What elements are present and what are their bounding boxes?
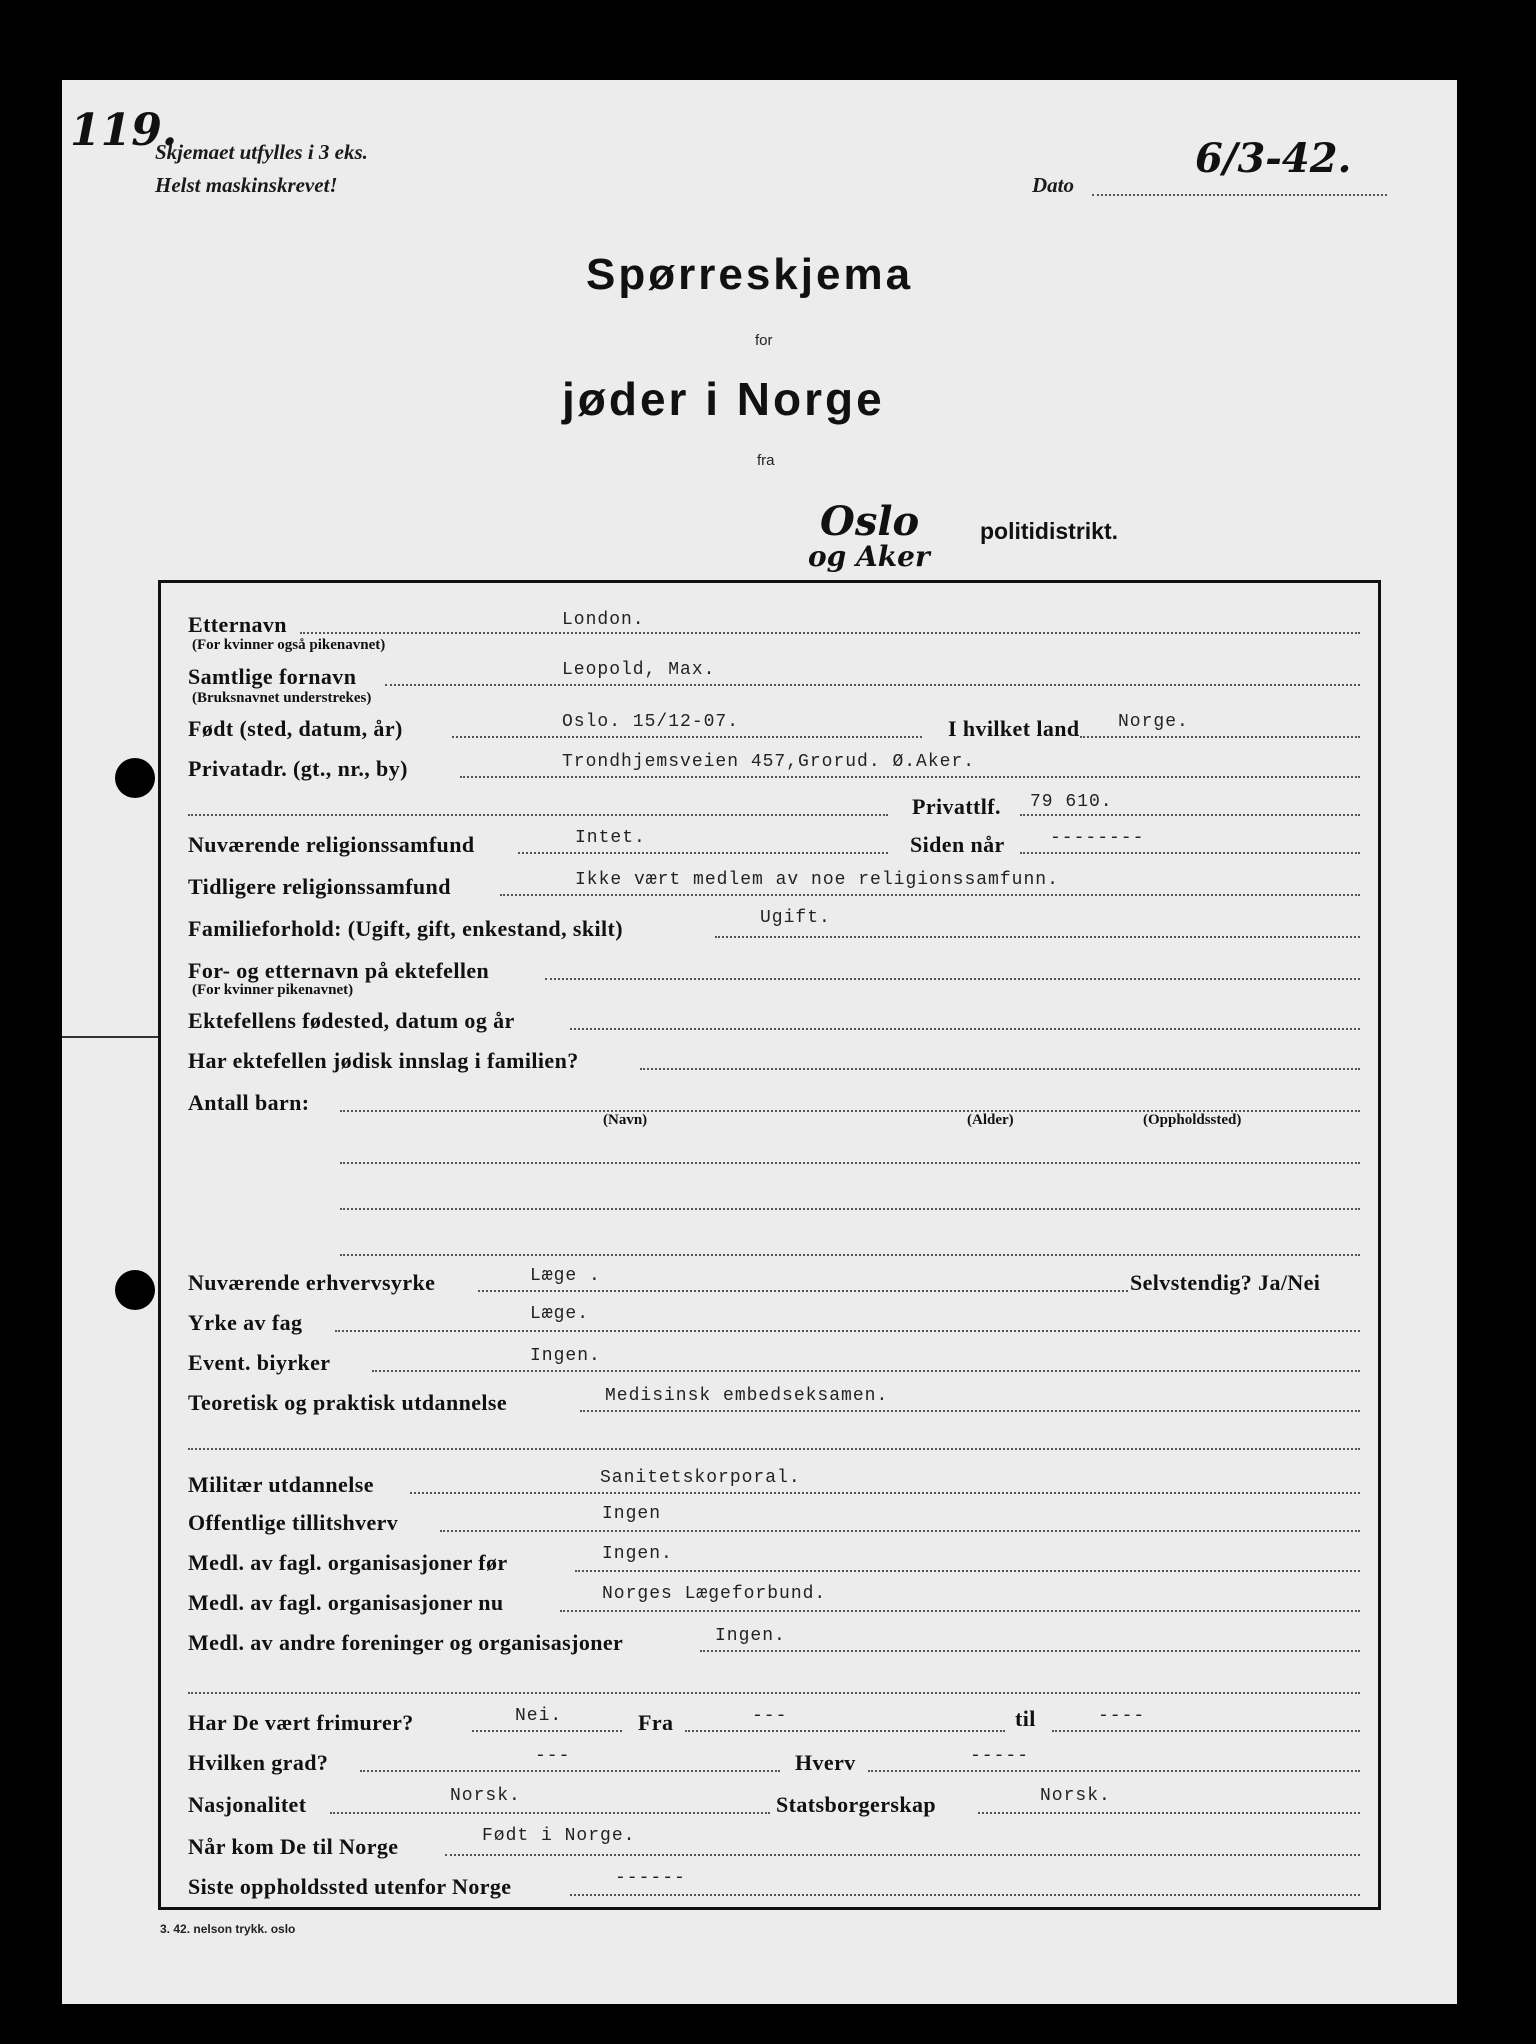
district-suffix: politidistrikt. — [980, 518, 1118, 544]
frimurer-value: Nei. — [515, 1706, 563, 1726]
hverv-value: ----- — [970, 1746, 1030, 1766]
fornavn-value: Leopold, Max. — [562, 660, 716, 680]
statsborger-label: Statsborgerskap — [776, 1792, 937, 1817]
selvstendig-label: Selvstendig? Ja/Nei — [1130, 1270, 1321, 1295]
ekt-fodested-label: Ektefellens fødested, datum og år — [188, 1008, 515, 1033]
kom-norge-label: Når kom De til Norge — [188, 1834, 399, 1859]
printer-mark: 3. 42. nelson trykk. oslo — [160, 1922, 296, 1936]
andre-for-value: Ingen. — [715, 1626, 786, 1646]
form-title: Spørreskjema — [586, 250, 914, 299]
fodt-label: Født (sted, datum, år) — [188, 716, 403, 741]
militaer-value: Sanitetskorporal. — [600, 1468, 801, 1488]
fra-label: Fra — [638, 1710, 674, 1735]
yrke-label: Yrke av fag — [188, 1310, 303, 1335]
page-number: 119. — [70, 105, 178, 156]
utdannelse-label: Teoretisk og praktisk utdannelse — [188, 1390, 508, 1415]
yrke-value: Læge. — [530, 1304, 590, 1324]
utdannelse-value: Medisinsk embedseksamen. — [605, 1386, 889, 1406]
date-line — [1092, 194, 1387, 196]
siden-value: -------- — [1050, 828, 1145, 848]
district-handwritten-2: og Aker — [808, 540, 930, 573]
hverv-label: Hverv — [795, 1750, 856, 1775]
fodt-value: Oslo. 15/12-07. — [562, 712, 740, 732]
kom-norge-value: Født i Norge. — [482, 1826, 636, 1846]
statsborger-value: Norsk. — [1040, 1786, 1111, 1806]
tillit-value: Ingen — [602, 1504, 662, 1524]
barn-col-navn: (Navn) — [603, 1112, 648, 1128]
privatadr-label: Privatadr. (gt., nr., by) — [188, 756, 408, 781]
frimurer-label: Har De vært frimurer? — [188, 1710, 414, 1735]
date-value: 6/3-42. — [1195, 135, 1352, 182]
org-nu-label: Medl. av fagl. organisasjoner nu — [188, 1590, 504, 1615]
punch-hole-bottom — [115, 1270, 155, 1310]
familie-value: Ugift. — [760, 908, 831, 928]
land-label: I hvilket land — [948, 716, 1080, 741]
siste-opphold-value: ------ — [615, 1868, 686, 1888]
org-for-label: Medl. av fagl. organisasjoner før — [188, 1550, 508, 1575]
instruction-line-2: Helst maskinskrevet! — [155, 173, 338, 197]
title-for: for — [755, 332, 773, 349]
privattlf-value: 79 610. — [1030, 792, 1113, 812]
siste-opphold-label: Siste oppholdssted utenfor Norge — [188, 1874, 512, 1899]
privatadr-value: Trondhjemsveien 457,Grorud. Ø.Aker. — [562, 752, 976, 772]
biyrker-value: Ingen. — [530, 1346, 601, 1366]
naa-relig-value: Intet. — [575, 828, 646, 848]
erhverv-value: Læge . — [530, 1266, 601, 1286]
fornavn-note: (Bruksnavnet understrekes) — [192, 690, 372, 706]
org-for-value: Ingen. — [602, 1544, 673, 1564]
ektefelle-label: For- og etternavn på ektefellen — [188, 958, 490, 983]
date-label: Dato — [1032, 173, 1074, 197]
fornavn-label: Samtlige fornavn — [188, 664, 357, 689]
grad-label: Hvilken grad? — [188, 1750, 329, 1775]
form-subject: jøder i Norge — [562, 373, 885, 425]
naa-relig-label: Nuværende religionssamfund — [188, 832, 475, 857]
familie-label: Familieforhold: (Ugift, gift, enkestand, skilt) — [188, 916, 623, 941]
tidl-relig-label: Tidligere religionssamfund — [188, 874, 451, 899]
tidl-relig-value: Ikke vært medlem av noe religionssamfunn. — [575, 870, 1059, 890]
siden-label: Siden når — [910, 832, 1005, 857]
barn-col-opphold: (Oppholdssted) — [1143, 1112, 1242, 1128]
til-value: ---- — [1098, 1706, 1146, 1726]
barn-label: Antall barn: — [188, 1090, 310, 1115]
instruction-line-1: Skjemaet utfylles i 3 eks. — [155, 140, 368, 164]
militaer-label: Militær utdannelse — [188, 1472, 374, 1497]
biyrker-label: Event. biyrker — [188, 1350, 331, 1375]
erhverv-label: Nuværende erhvervsyrke — [188, 1270, 436, 1295]
til-label: til — [1015, 1706, 1036, 1731]
ekt-jodisk-label: Har ektefellen jødisk innslag i familien? — [188, 1048, 579, 1073]
land-value: Norge. — [1118, 712, 1189, 732]
title-fra: fra — [757, 452, 775, 469]
nasjonalitet-label: Nasjonalitet — [188, 1792, 307, 1817]
grad-value: --- — [535, 1746, 571, 1766]
privattlf-label: Privattlf. — [912, 794, 1001, 819]
punch-hole-top — [115, 758, 155, 798]
andre-for-label: Medl. av andre foreninger og organisasjoner — [188, 1630, 624, 1655]
tillit-label: Offentlige tillitshverv — [188, 1510, 399, 1535]
barn-col-alder: (Alder) — [967, 1112, 1014, 1128]
fra-value: --- — [752, 1706, 788, 1726]
fold-mark — [62, 1036, 158, 1038]
etternavn-note: (For kvinner også pikenavnet) — [192, 637, 386, 653]
ektefelle-note: (For kvinner pikenavnet) — [192, 982, 354, 998]
org-nu-value: Norges Lægeforbund. — [602, 1584, 827, 1604]
nasjonalitet-value: Norsk. — [450, 1786, 521, 1806]
district-handwritten-1: Oslo — [820, 498, 920, 545]
etternavn-label: Etternavn — [188, 612, 287, 637]
etternavn-value: London. — [562, 610, 645, 630]
